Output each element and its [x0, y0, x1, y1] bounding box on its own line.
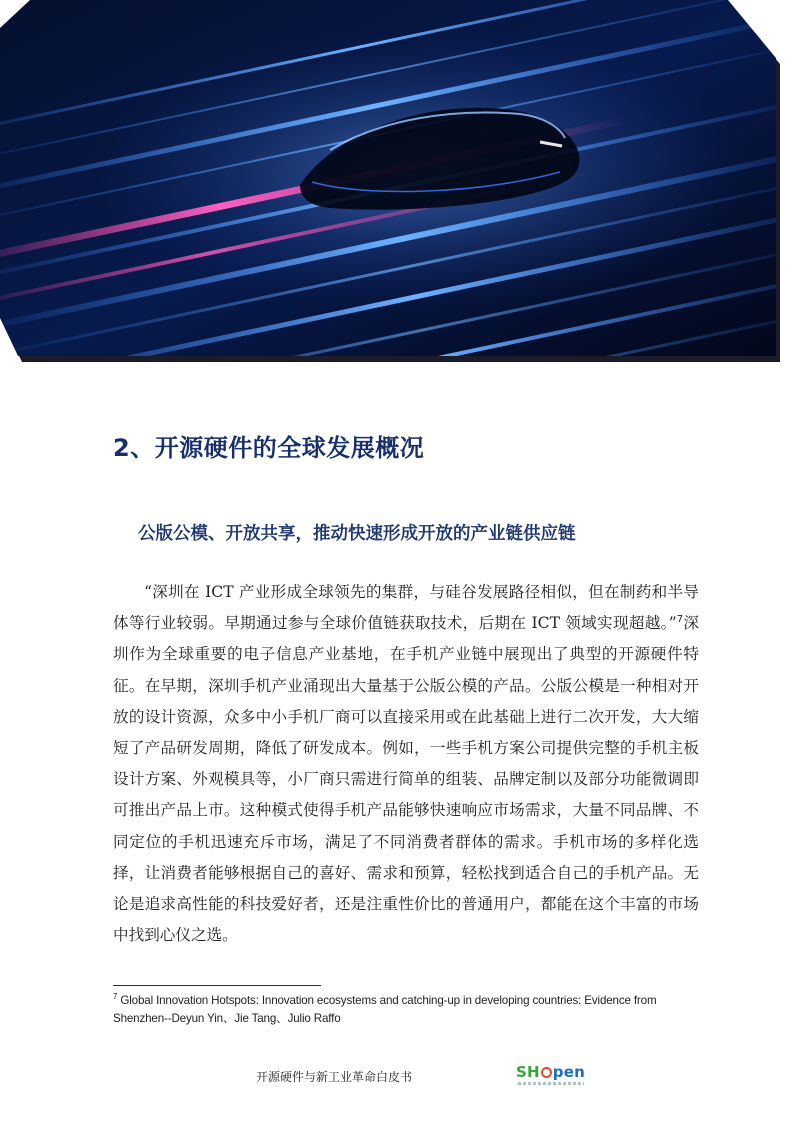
- logo-wordmark: [516, 1063, 585, 1081]
- body-paragraph: [113, 577, 699, 951]
- logo-tagline: [518, 1082, 584, 1085]
- hero-image: [0, 0, 793, 372]
- logo-o-icon: [541, 1067, 552, 1078]
- hero-graphic: [0, 0, 793, 372]
- shopen-logo: [516, 1063, 586, 1091]
- logo-sh: SH: [516, 1063, 540, 1081]
- footnote-number: 7: [113, 992, 118, 1002]
- footer-title: 开源硬件与新工业革命白皮书: [256, 1070, 413, 1084]
- section-title: 2、开源硬件的全球发展概况: [113, 434, 425, 462]
- body-text: 深圳作为全球重要的电子信息产业基地，在手机产业链中展现出了典型的开源硬件特征。在早期，深圳手机产业涌现出大量基于公版公模的产品。公版公模是一种相对开放的设计资源，众多中小手机厂商可以直接采用或在此基础上进行二次开发，大大缩短了产品研发周期，降低了研发成本。例如，一些手机方案公司提供完整的手机主板设计方案、外观模具等，小厂商只需进行简单的组装、品牌定制以及部分功能微调即可推出产品上市。这种模式使得手机产品能够快速响应市场需求，大量不同品牌、不同定位的手机迅速充斥市场，满足了不同消费者群体的需求。手机市场的多样化选择，让消费者能够根据自己的喜好、需求和预算，轻松找到适合自己的手机产品。无论是追求高性能的科技爱好者，还是注重性价比的普通用户，都能在这个丰富的市场中找到心仪之选。: [113, 614, 699, 945]
- footnote: [113, 992, 703, 1028]
- hero-scene: [0, 0, 793, 372]
- quote-text: “深圳在 ICT 产业形成全球领先的集群，与硅谷发展路径相似，但在制药和半导体等行业较弱。早期通过参与全球价值链获取技术，后期在 ICT 领域实现超越。”: [113, 583, 699, 633]
- sub-title: 公版公模、开放共享，推动快速形成开放的产业链供应链: [138, 524, 576, 544]
- footnote-divider: [113, 985, 321, 986]
- logo-pen: pen: [552, 1063, 585, 1081]
- footnote-ref[interactable]: 7: [676, 614, 684, 626]
- footnote-text: Global Innovation Hotspots: Innovation ecosystems and catching-up in developing countries: Evidence from Shenzhen--Deyun Yin、Jie Tang、Julio Raffo: [113, 994, 657, 1025]
